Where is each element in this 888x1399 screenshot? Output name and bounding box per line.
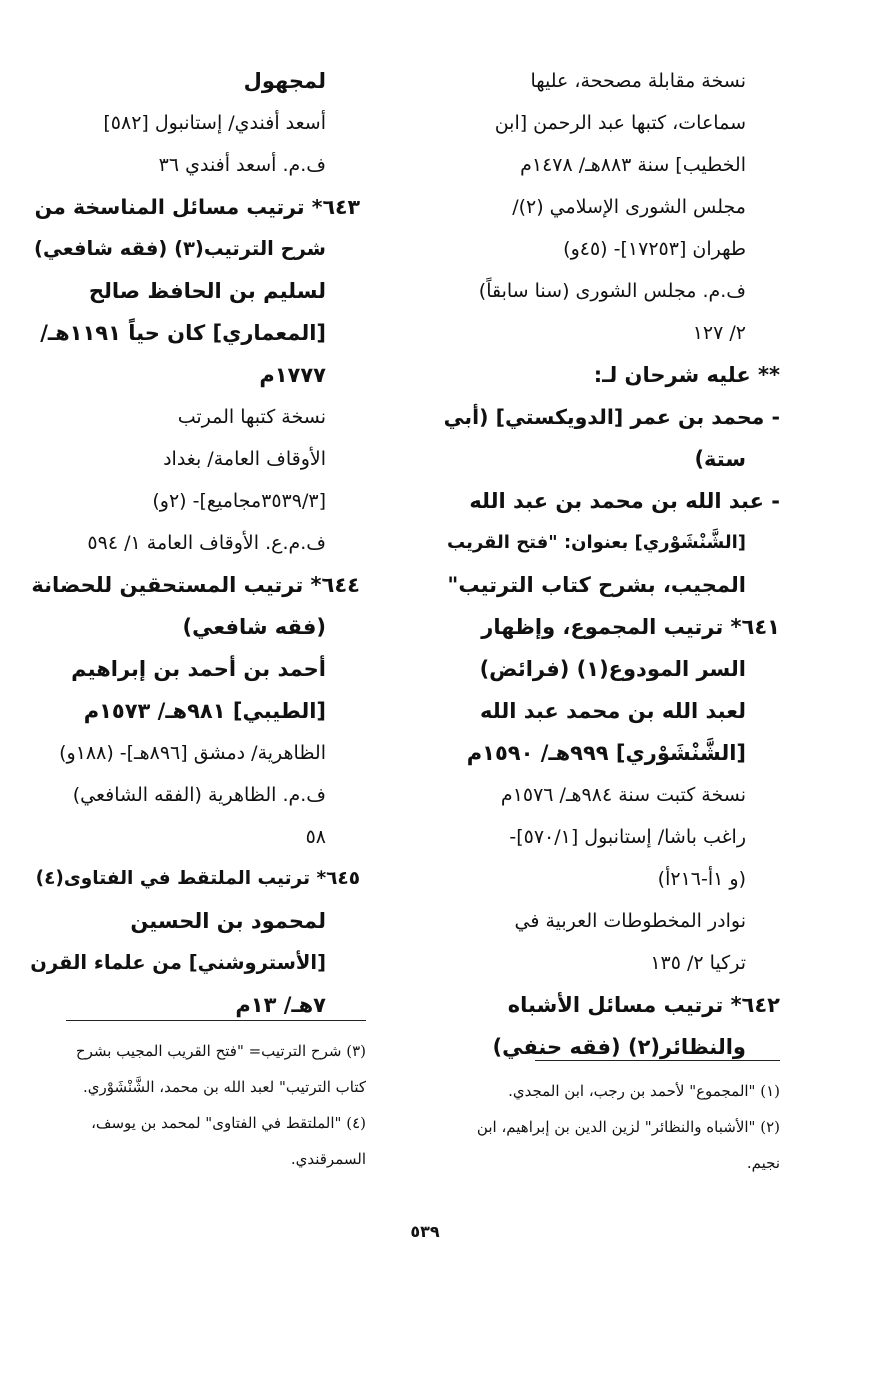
footnote-line: (٤) "الملتقط في الفتاوى" لمحمد بن يوسف، <box>91 1114 366 1132</box>
left-footnotes <box>30 1020 366 1177</box>
text-line: والنظائر(٢) (فقه حنفي) <box>492 1035 746 1059</box>
left-text-column <box>30 60 360 1026</box>
text-line: ف.م. مجلس الشورى (سنا سابقاً) <box>478 280 746 302</box>
text-line: ف.م. أسعد أفندي ٣٦ <box>158 154 326 176</box>
text-line: أحمد بن أحمد بن إبراهيم <box>71 657 326 681</box>
text-line: لعبد الله بن محمد عبد الله <box>480 699 746 723</box>
page-number: ٥٣٩ <box>410 1222 440 1241</box>
right-footnotes <box>444 1060 780 1181</box>
text-line: (فقه شافعي) <box>182 615 326 639</box>
text-line: الخطيب] سنة ٨٨٣هـ/ ١٤٧٨م <box>520 154 746 176</box>
footnote-line: (١) "المجموع" لأحمد بن رجب، ابن المجدي. <box>508 1082 780 1100</box>
text-line: ف.م.ع. الأوقاف العامة ١/ ٥٩٤ <box>87 532 326 554</box>
text-line: [٣٥٣٩/٣مجاميع]- (٢و) <box>152 490 326 512</box>
text-line: [الطيبي] ٩٨١هـ/ ١٥٧٣م <box>83 699 326 723</box>
text-line: [الشَّنْشَوْري] ٩٩٩هـ/ ١٥٩٠م <box>466 741 746 765</box>
right-text-column <box>444 60 780 1068</box>
text-line: لمحمود بن الحسين <box>130 909 326 933</box>
text-line: ٦٤٢* ترتيب مسائل الأشباه <box>507 993 780 1017</box>
text-line: طهران [١٧٢٥٣]- (٤٥و) <box>563 238 746 260</box>
text-line: ** عليه شرحان لـ: <box>593 363 780 387</box>
text-line: ٦٤٣* ترتيب مسائل المناسخة من <box>34 195 360 219</box>
text-line: ٦٤٤* ترتيب المستحقين للحضانة <box>31 573 360 597</box>
text-line: ف.م. الظاهرية (الفقه الشافعي) <box>72 784 326 806</box>
text-line: [الأستروشني] من علماء القرن <box>30 951 326 974</box>
text-line: راغب باشا/ إستانبول [٥٧٠/١]- <box>509 826 746 848</box>
text-line: المجيب، بشرح كتاب الترتيب" <box>447 573 746 597</box>
footnote-line: السمرقندي. <box>290 1150 366 1168</box>
text-line: ستة) <box>694 447 746 471</box>
text-line: ١٧٧٧م <box>259 363 326 387</box>
text-line: ٦٤١* ترتيب المجموع، وإظهار <box>481 615 780 639</box>
text-line: الأوقاف العامة/ بغداد <box>163 448 326 470</box>
text-line: نوادر المخطوطات العربية في <box>514 910 746 932</box>
footnote-line: (٣) شرح الترتيب= "فتح القريب المجيب بشرح <box>75 1042 366 1060</box>
footnote-divider <box>66 1020 366 1021</box>
text-line: نسخة مقابلة مصححة، عليها <box>530 70 746 92</box>
text-line: السر المودوع(١) (فرائض) <box>479 657 746 681</box>
text-line: نسخة كتبت سنة ٩٨٤هـ/ ١٥٧٦م <box>500 784 746 806</box>
text-line: [الشَّنْشَوْري] بعنوان: "فتح القريب <box>447 532 746 553</box>
text-line: لسليم بن الحافظ صالح <box>88 279 326 303</box>
text-line: الظاهرية/ دمشق [٨٩٦هـ]- (١٨٨و) <box>59 742 326 764</box>
text-line: سماعات، كتبها عبد الرحمن [ابن <box>494 112 746 134</box>
text-line: شرح الترتيب(٣) (فقه شافعي) <box>34 237 326 260</box>
text-line: - محمد بن عمر [الدويكستي] (أبي <box>443 405 780 429</box>
text-line: (و ١أ-٢١٦أ) <box>657 868 746 890</box>
text-line: نسخة كتبها المرتب <box>177 406 326 428</box>
text-line: - عبد الله بن محمد بن عبد الله <box>469 489 780 513</box>
text-line: أسعد أفندي/ إستانبول [٥٨٢] <box>103 112 326 134</box>
text-line: ٥٨ <box>305 826 326 848</box>
footnote-line: كتاب الترتيب" لعبد الله بن محمد، الشَّنْشَوْري. <box>82 1078 366 1096</box>
footnote-line: نجيم. <box>746 1154 780 1172</box>
text-line: ٢/ ١٢٧ <box>692 322 746 344</box>
text-line: [المعماري] كان حياً ١١٩١هـ/ <box>40 321 326 345</box>
footnote-divider <box>535 1060 780 1061</box>
footnote-line: (٢) "الأشباه والنظائر" لزين الدين بن إبراهيم، ابن <box>476 1118 780 1136</box>
text-line: لمجهول <box>243 69 326 93</box>
text-line: ٦٤٥* ترتيب الملتقط في الفتاوى(٤) <box>35 868 360 889</box>
text-line: ٧هـ/ ١٣م <box>235 993 326 1017</box>
text-line: مجلس الشورى الإسلامي (٢)/ <box>512 196 746 218</box>
text-line: تركيا ٢/ ١٣٥ <box>650 952 746 974</box>
